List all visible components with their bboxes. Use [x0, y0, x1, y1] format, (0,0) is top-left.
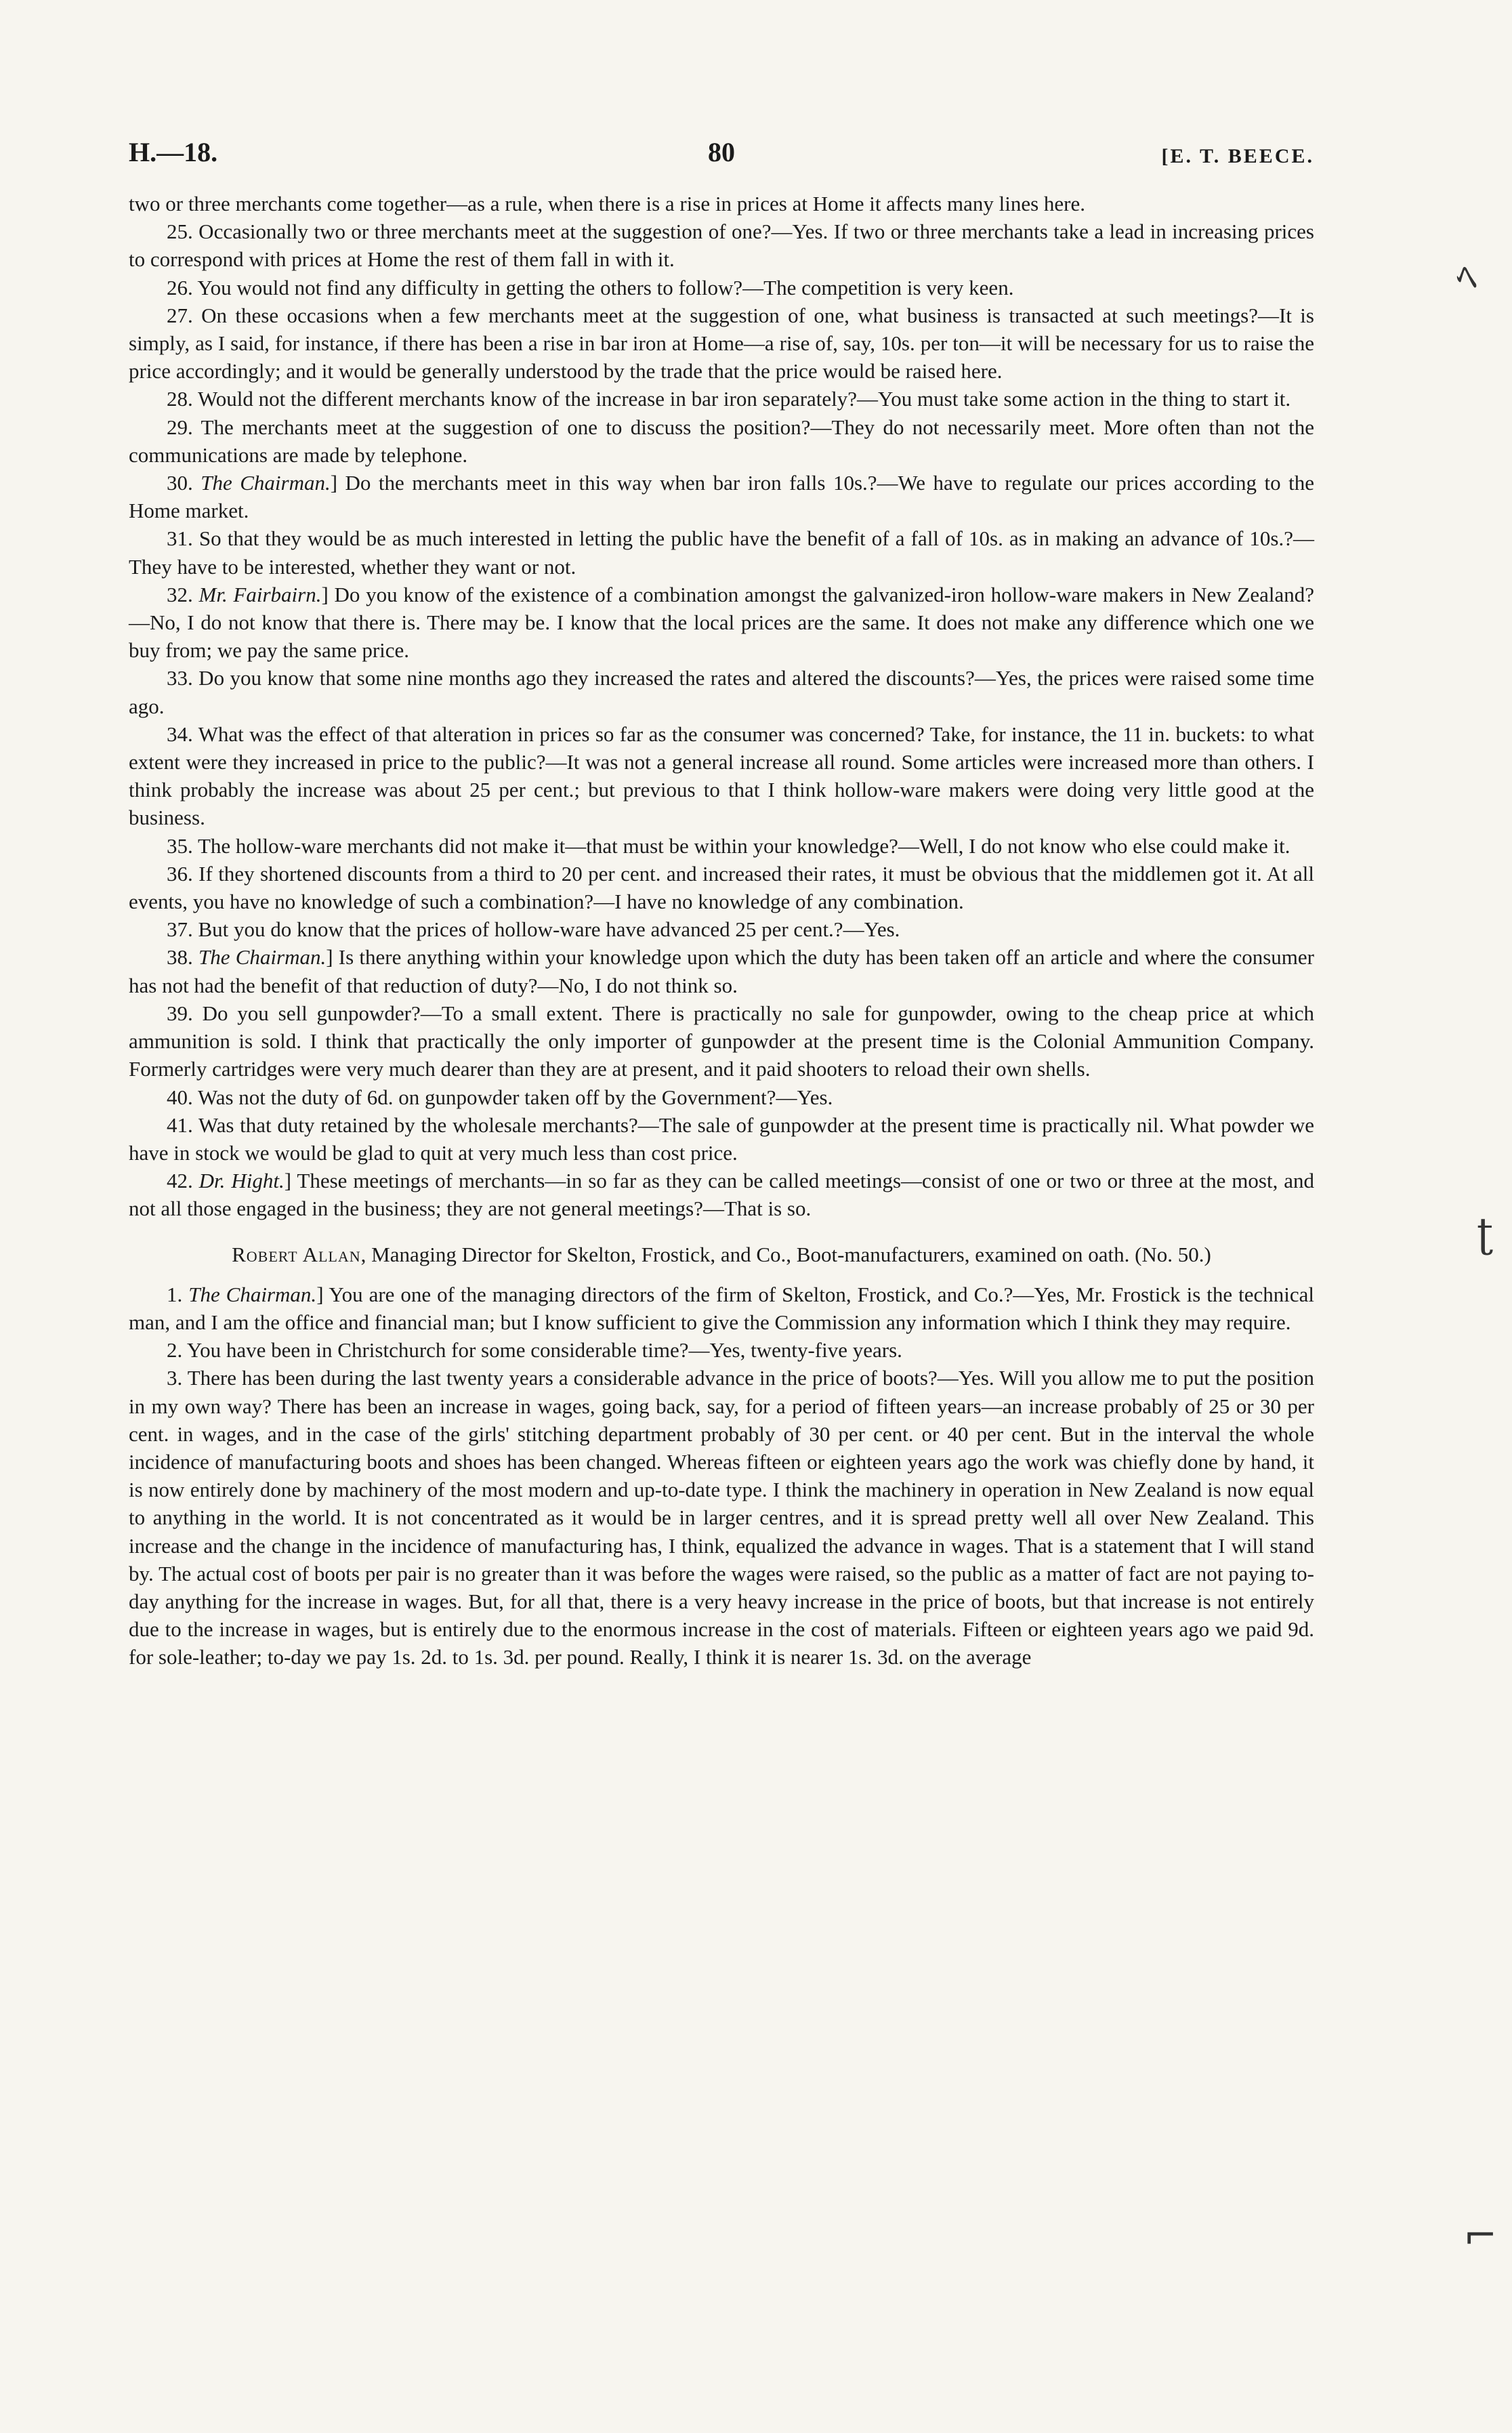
witness-running-head: [E. T. BEECE. — [1161, 145, 1314, 167]
qa-paragraph: 27. On these occasions when a few merchants meet at the suggestion of one, what business is transacted at such meetings?—It is simply, as I said, for instance, if there has been a rise in bar iron at Home—a rise of, say, 10s. per ton—it will be necessary for us to raise the price accordingly; and it would be generally understood by the trade that the price would be raised here. — [129, 303, 1314, 383]
continuation-paragraph: two or three merchants come together—as a rule, when there is a rise in prices at Home it affects many lines here. — [129, 192, 1085, 215]
document-page — [129, 136, 1314, 1671]
qa-paragraph: 39. Do you sell gunpowder?—To a small extent. There is practically no sale for gunpowder, owing to the cheap price at which ammunition is sold. I think that practically the only importer of gunpowder at the present time is the Colonial Ammunition Company. Formerly cartridges were very much dearer than they are at present, and it paid shooters to reload their own shells. — [129, 1001, 1314, 1081]
margin-pencil-mark: ﾍ — [1456, 254, 1477, 301]
witness-name: Robert Allan — [232, 1242, 361, 1266]
qa-paragraph: 42. Dr. Hight.] These meetings of merchants—in so far as they can be called meetings—consist of one or two or three at the most, and not all those engaged in the business; they are not general meetings?—That is so. — [129, 1169, 1314, 1221]
speaker-name: Dr. Hight. — [198, 1169, 285, 1193]
qa-paragraph: 37. But you do know that the prices of hollow-ware have advanced 25 per cent.?—Yes. — [167, 917, 900, 942]
qa-paragraph: 2. You have been in Christchurch for some considerable time?—Yes, twenty-five years. — [167, 1338, 902, 1363]
qa-paragraph: 35. The hollow-ware merchants did not make it—that must be within your knowledge?—Well, I do not know who else could make it. — [167, 833, 1290, 858]
qa-paragraph: 25. Occasionally two or three merchants meet at the suggestion of one?—Yes. If two or three merchants take a lead in increasing prices to correspond with prices at Home the rest of them fall in with it. — [129, 220, 1314, 272]
qa-paragraph: 29. The merchants meet at the suggestion of one to discuss the position?—They do not necessarily meet. More often than not the communications are made by telephone. — [129, 415, 1314, 467]
qa-paragraph: 32. Mr. Fairbairn.] Do you know of the existence of a combination amongst the galvanized-iron hollow-ware makers in New Zealand?—No, I do not know that there is. There may be. I know that the local prices are the same. It does not make any difference which one we buy from; we pay the same price. — [129, 582, 1315, 663]
speaker-name: The Chairman. — [188, 1282, 317, 1306]
qa-paragraph: 3. There has been during the last twenty years a considerable advance in the price of boots?—Yes. Will you allow me to put the position in my own way? There has been an increase in wages, going back, say, for a period of fifteen years—an increase probably of 25 or 30 per cent. in wages, and in the case of the girls' stitching department probably of 30 per cent. or 40 per cent. But in the interval the whole incidence of manufacturing boots and shoes has been changed. Whereas fifteen or eighteen years ago the work was chiefly done by hand, it is now entirely done by machinery of the most modern and up-to-date type. I think the machinery in operation in New Zealand is now equal to anything in the world. It is not concentrated as it would be in larger centres, and it is spread pretty well all over New Zealand. This increase and the change in the incidence of manufacturing has, I think, equalized the advance in wages. That is a statement that I will stand by. The actual cost of boots per pair is no greater than it was before the wages were raised, so the public as a matter of fact are not paying to-day anything for the increase in wages. But, for all that, there is a very heavy increase in the price of boots, but that increase is not entirely due to the increase in wages, but is entirely due to the enormous increase in the cost of materials. Fifteen or eighteen years ago we paid 9d. for sole-leather; to-day we pay 1s. 2d. to 1s. 3d. per pound. Really, I think it is nearer 1s. 3d. on the average — [129, 1366, 1314, 1669]
qa-paragraph: 40. Was not the duty of 6d. on gunpowder taken off by the Government?—Yes. — [167, 1085, 833, 1109]
speaker-name: The Chairman. — [201, 471, 331, 495]
qa-paragraph: 31. So that they would be as much interested in letting the public have the benefit of a fall of 10s. as in making an advance of 10s.?—They have to be interested, whether they want or not. — [129, 526, 1314, 579]
qa-paragraph: 26. You would not find any difficulty in getting the others to follow?—The competition is very keen. — [167, 275, 1014, 299]
qa-paragraph: 36. If they shortened discounts from a third to 20 per cent. and increased their rates, it must be obvious that the middlemen got it. At all events, you have no knowledge of such a combination?—I have no knowledge of any combination. — [129, 861, 1314, 914]
witness-description: , Managing Director for Skelton, Frostick, and Co., Boot-manufacturers, examined on oath. (No. 50.) — [360, 1242, 1211, 1266]
page-header — [129, 136, 1314, 190]
qa-paragraph: 34. What was the effect of that alteration in prices so far as the consumer was concerned? Take, for instance, the 11 in. buckets: to what extent were they increased in price to the public?—It was not a general increase all round. Some articles were increased more than others. I think probably the increase was about 25 per cent.; but previous to that I think hollow-ware makers were doing very little good at the business. — [129, 722, 1314, 830]
margin-pencil-mark: ʈ — [1477, 1209, 1494, 1257]
qa-paragraph: 41. Was that duty retained by the wholesale merchants?—The sale of gunpowder at the present time is practically nil. What powder we have in stock we would be glad to quit at very much less than cost price. — [129, 1112, 1314, 1165]
speaker-name: The Chairman. — [198, 945, 327, 970]
speaker-name: Mr. Fairbairn. — [198, 582, 322, 606]
qa-paragraph: 38. The Chairman.] Is there anything within your knowledge upon which the duty has been taken off an article and where the consumer has not had the benefit of that reduction of duty?—No, I do not think so. — [129, 945, 1314, 997]
page-number: 80 — [708, 137, 735, 167]
qa-paragraph: 33. Do you know that some nine months ago they increased the rates and altered the discounts?—Yes, the prices were raised some time ago. — [129, 666, 1314, 718]
margin-pencil-mark: ⌐ — [1463, 2212, 1498, 2260]
qa-paragraph: 28. Would not the different merchants know of the increase in bar iron separately?—You must take some action in the thing to start it. — [167, 387, 1291, 411]
qa-paragraph: 30. The Chairman.] Do the merchants meet in this way when bar iron falls 10s.?—We have to regulate our prices according to the Home market. — [129, 471, 1314, 523]
document-reference: H.—18. — [129, 137, 218, 167]
qa-paragraph: 1. The Chairman.] You are one of the managing directors of the firm of Skelton, Frostick, and Co.?—Yes, Mr. Frostick is the technical man, and I am the office and financial man; but I know sufficient to give the Commission any information which I think they may require. — [129, 1282, 1314, 1334]
witness-heading — [129, 1241, 1314, 1268]
